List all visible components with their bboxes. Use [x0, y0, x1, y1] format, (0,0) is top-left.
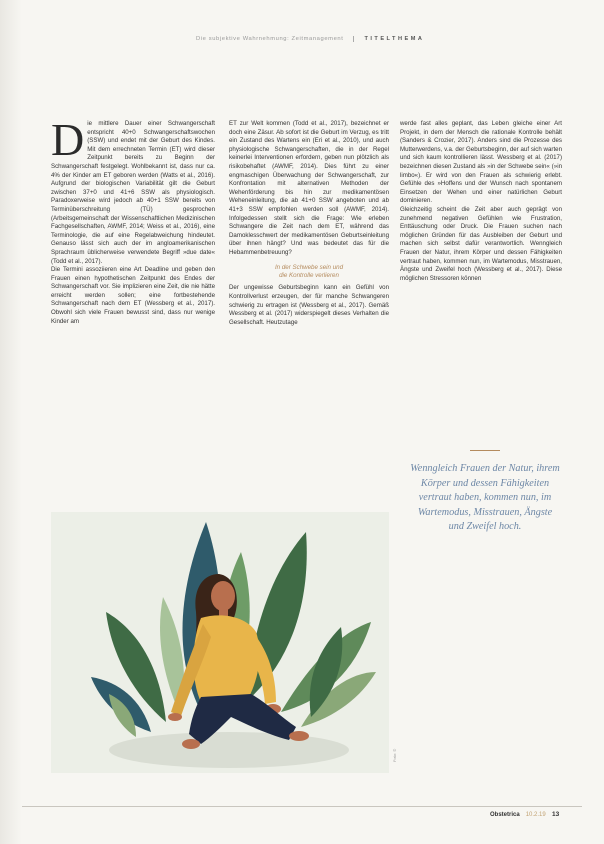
scan-edge [0, 0, 22, 844]
illustration-svg [51, 512, 389, 773]
subhead-line: die Kontrolle verlieren [279, 271, 339, 279]
page-footer [490, 812, 546, 818]
image-credit: Foto: © [392, 748, 397, 762]
running-head [196, 36, 576, 42]
issue-number: 10.2.19 [525, 812, 546, 818]
woman-sitting-among-leaves-illustration [51, 512, 389, 773]
section-label: TITELTHEMA [353, 36, 424, 42]
body-paragraph: ET zur Welt kommen (Todd et al., 2017), bezeichnet er doch eine Zäsur. Ab sofort ist die Geburt im Verzug, es tritt ein Zustand des Wartens ein (Eri et al., 2010), und auch physiologische Schwangerschaften, die in der Regel keinerlei Interventionen erfordern, geben nun plötzlich als risikobehaftet (AWMF, 2014). Dies führt zu einer engmaschigen Überwachung der Schwangerschaft, zur Konfrontation mit alternativen Methoden der Wehenförderung bis hin zur medikamentösen Weheneinleitung, die ab 41+0 SSW angeboten und ab 41+3 SSW empfohlen werden soll (AWMF, 2014). Infolgedessen stellt sich die Frage: Wie erleben Schwangere die Zeit nach dem ET, während das Damoklesschwert der medikamentösen Geburtseinleitung über ihnen hängt? Und was bedeutet das für die Hebammenbetreuung? [229, 120, 389, 256]
body-paragraph: werde fast alles geplant, das Leben gleiche einer Art Projekt, in dem der Mensch die rationale Kontrolle behält (Sanders & Crozier, 2017). Anders sind die Prozesse des Mutterwerdens, v.a. der Geburtsbeginn, der auf sich warten und sich kaum kontrollieren lässt. Wessberg et al. (2017) bezeichnen diesen Zustand als »in der Schwebe sein« (»in limbo«). Er wird von den Frauen als schwierig erlebt. Gefühle des »Hoffens und der Wunsch nach spontanem Einsetzen der Wehen und einer natürlichen Geburt dominieren. [400, 120, 562, 205]
body-paragraph: Gleichzeitig scheint die Zeit aber auch geprägt von zunehmend negativen Gefühlen wie Frustration, Enttäuschung oder Druck. Die Frauen suchen nach möglichen Gründen für das Ausbleiben der Geburt und machen sich selbst dafür verantwortlich. Wenngleich Frauen der Natur, ihrem Körper und dessen Fähigkeiten vertraut haben, kommen nun, im Wartemodus, Misstrauen, Ängste und Zweifel hoch (Wessberg et al., 2017). Diese möglichen Stressoren können [400, 205, 562, 282]
section-subhead [229, 264, 389, 281]
subhead-line: In der Schwebe sein und [274, 263, 344, 271]
text-column-2 [229, 120, 389, 466]
running-head-topic: Die subjektive Wahrnehmung: Zeitmanagement [196, 36, 344, 42]
body-paragraph: ie mittlere Dauer einer Schwangerschaft entspricht 40+0 Schwangerschaftswochen (SSW) und endet mit der Geburt des Kindes. Mit dem errechneten Termin (ET) wird dieser Zeitpunkt bereits zu Beginn der Schwangerschaft festgelegt. Wohlbekannt ist, dass nur ca. 4% der Kinder am ET geboren werden (Watts et al., 2016). Aufgrund der biologischen Variabilität gilt die Geburt zwischen 37+0 und 41+6 SSW als physiologisch. Paradoxerweise wird jedoch ab 40+1 SSW bereits von Terminüberschreitung (TÜ) gesprochen (Arbeitsgemeinschaft der Wissenschaftlichen Medizinischen Fachgesellschaften, AWMF, 2014; Weiss et al., 2016), eine Terminologie, die auf eine Regelabweichung hindeutet. Genauso lässt sich auch der im angloamerikanischen Sprachraum üblicherweise verwendete Begriff »due date« (Todd et al., 2017). [51, 120, 215, 265]
body-paragraph: Die Termini assoziieren eine Art Deadline und geben den Frauen einen hypothetischen Zeitpunkt des Endes der Schwangerschaft vor. Sie implizieren eine Zeit, die nie hätte erreicht werden sollen; eine fortbestehende Schwangerschaft nach dem ET (Wessberg et al., 2017). Obwohl sich viele Frauen bewusst sind, dass nur wenige Kinder am [51, 266, 215, 325]
text-column-1 [51, 120, 215, 466]
journal-name: Obstetrica [490, 812, 520, 818]
page-number: 13 [552, 811, 560, 818]
drop-cap: D [51, 120, 85, 165]
footer-rule [22, 806, 582, 807]
text-column-3 [400, 120, 562, 390]
body-paragraph: Der ungewisse Geburtsbeginn kann ein Gefühl von Kontrollverlust erzeugen, der für manche Schwangeren schwierig zu ertragen ist (Wessberg et al., 2017). Gemäß Wessberg et al. (2017) widerspiegelt dieses Verhalten die Gesellschaft. Heutzutage [229, 284, 389, 326]
pull-quote: Wenngleich Frauen der Natur, ihrem Körper und dessen Fähigkeiten vertraut haben, kommen nun, im Wartemodus, Misstrauen, Ängste und Zweifel hoch. [410, 463, 560, 532]
pullquote-rule [470, 450, 500, 451]
